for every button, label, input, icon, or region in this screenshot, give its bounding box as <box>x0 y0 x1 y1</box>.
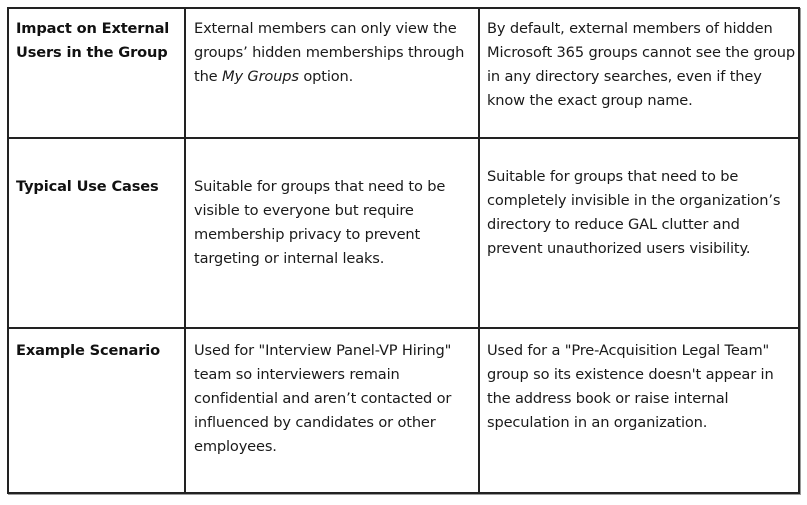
hidden-membership-cell <box>186 9 480 137</box>
table-row-impact-external-users <box>9 9 798 139</box>
cell-text: option. <box>298 68 354 85</box>
cell-text: External members can only view the groups’ hidden memberships through the <box>194 20 465 85</box>
hidden-group-cell: By default, external members of hidden Microsoft 365 groups cannot see the group in any directory searches, even if they know the exact group name. <box>487 20 795 109</box>
table-row-example-scenario <box>9 329 798 494</box>
hidden-group-cell: Suitable for groups that need to be completely invisible in the organization’s directory to reduce GAL clutter and prevent unauthorized users visibility. <box>487 168 781 257</box>
row-label: Impact on External Users in the Group <box>9 9 186 137</box>
comparison-table <box>7 7 800 494</box>
my-groups-emphasis: My Groups <box>222 68 299 85</box>
table-row-typical-use-cases <box>9 139 798 329</box>
hidden-group-cell: Used for a "Pre-Acquisition Legal Team" group so its existence doesn't appear in the address book or raise internal speculation in an organization. <box>487 342 774 431</box>
row-label: Example Scenario <box>9 329 186 494</box>
row-label: Typical Use Cases <box>9 139 186 327</box>
hidden-membership-cell: Used for "Interview Panel-VP Hiring" team so interviewers remain confidential and aren’t contacted or influenced by candidates or other employees. <box>186 329 480 494</box>
hidden-membership-cell: Suitable for groups that need to be visible to everyone but require membership privacy to prevent targeting or internal leaks. <box>186 139 480 327</box>
